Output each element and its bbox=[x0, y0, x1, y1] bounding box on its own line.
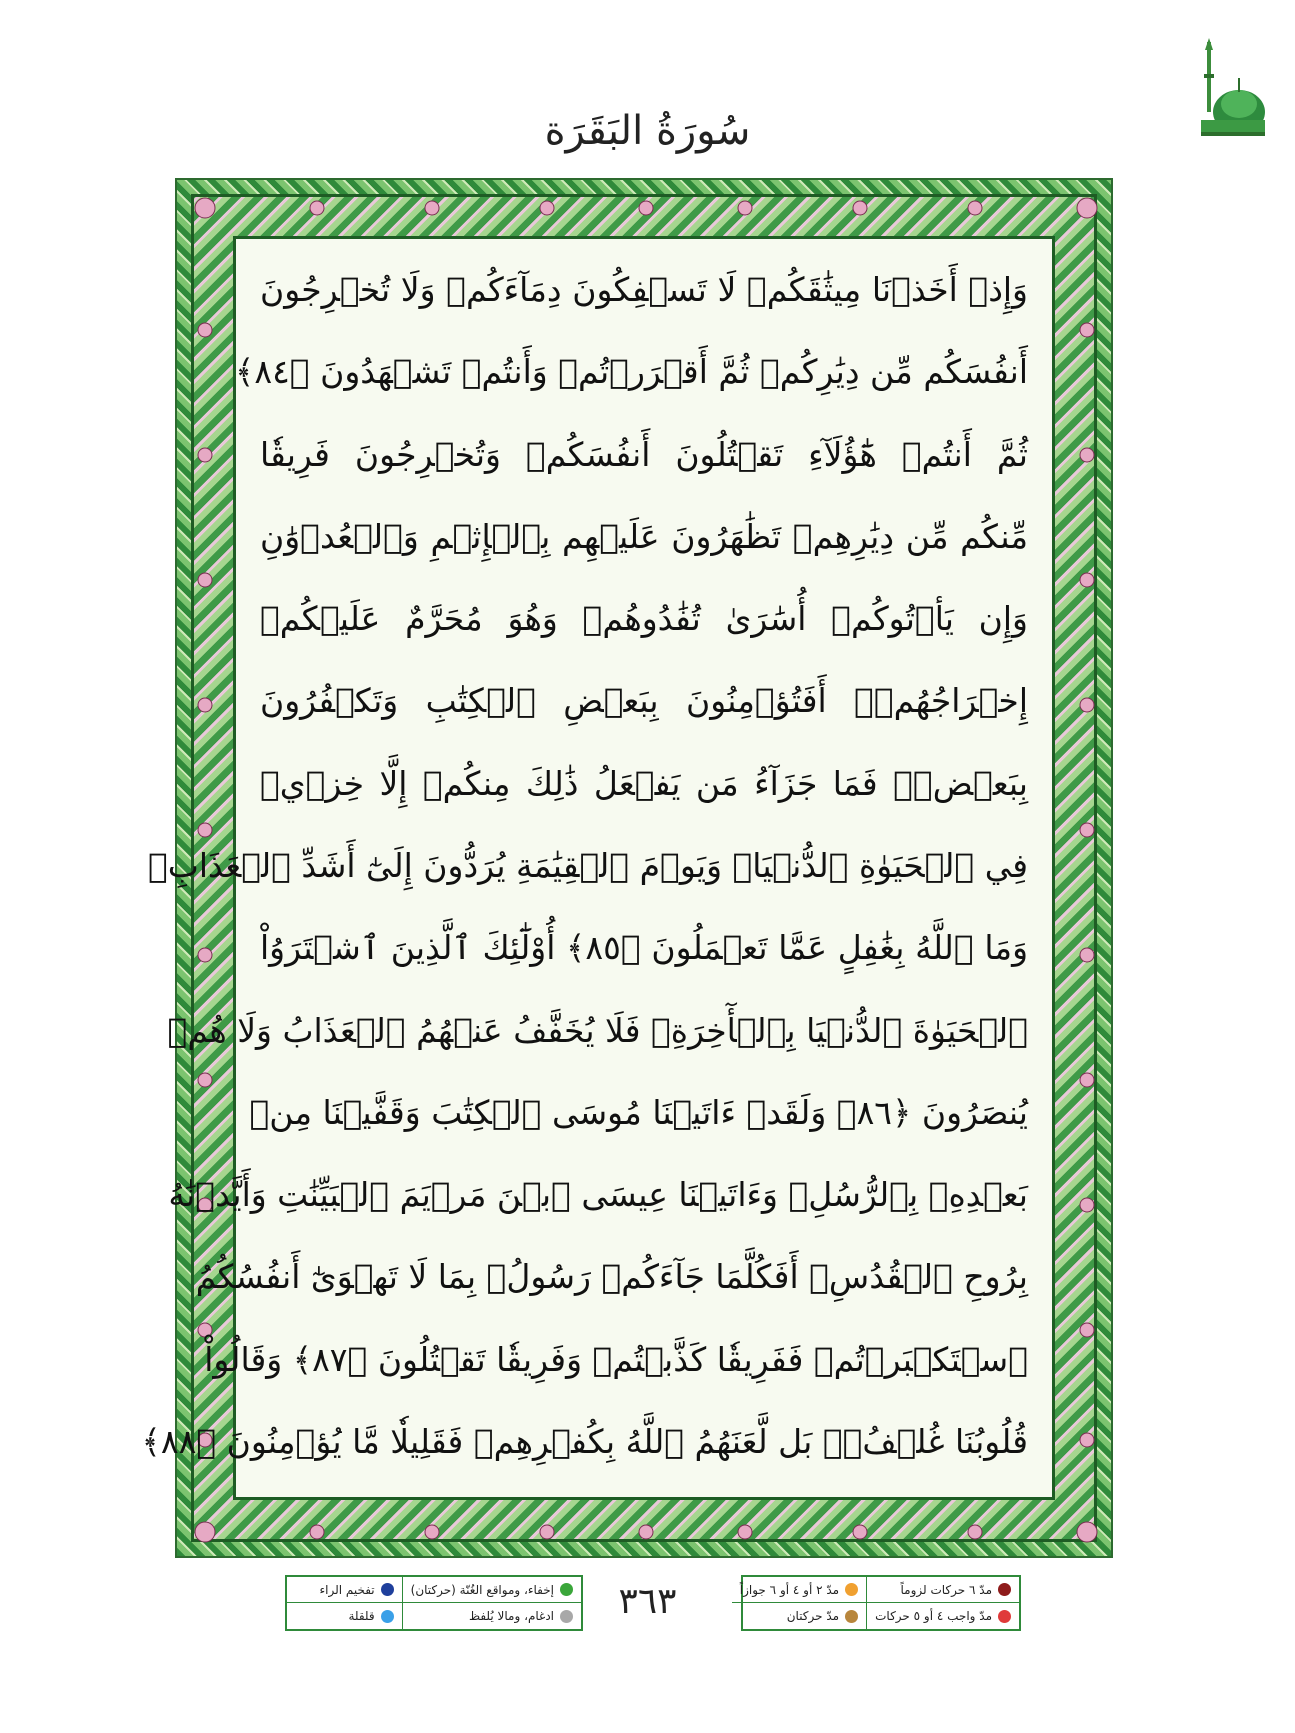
verse-line-13: بِرُوحِ ٱلۡقُدُسِۗ أَفَكُلَّمَا جَآءَكُمۡ رَسُولُۢ بِمَا لَا تَهۡوَىٰٓ أَنفُسُكُمُ bbox=[195, 1257, 1028, 1297]
verse-line-14: ٱسۡتَكۡبَرۡتُمۡ فَفَرِيقٗا كَذَّبۡتُمۡ وَفَرِيقٗا تَقۡتُلُونَ ﴿٨٧﴾ وَقَالُواْ bbox=[204, 1339, 1028, 1379]
verse-line-9: وَمَا ٱللَّهُ بِغَٰفِلٍ عَمَّا تَعۡمَلُونَ ﴿٨٥﴾ أُوْلَٰٓئِكَ ٱلَّذِينَ ٱشۡتَرَوُاْ bbox=[260, 928, 1029, 968]
legend-item: مدّ ٦ حركات لزوماً bbox=[866, 1577, 1019, 1603]
verse-line-1: وَإِذۡ أَخَذۡنَا مِيثَٰقَكُمۡ لَا تَسۡفِكُونَ دِمَآءَكُمۡ وَلَا تُخۡرِجُونَ bbox=[260, 270, 1028, 309]
legend-item: تفخيم الراء bbox=[287, 1577, 402, 1603]
verse-line-12: بَعۡدِهِۦ بِٱلرُّسُلِۖ وَءَاتَيۡنَا عِيسَى ٱبۡنَ مَرۡيَمَ ٱلۡبَيِّنَٰتِ وَأَيَّدۡنَٰهُ bbox=[168, 1175, 1028, 1215]
page-footer bbox=[0, 1575, 1295, 1635]
verse-line-5: وَإِن يَأۡتُوكُمۡ أُسَٰرَىٰ تُفَٰدُوهُمۡ وَهُوَ مُحَرَّمٌ عَلَيۡكُمۡ bbox=[260, 599, 1028, 639]
verse-line-10: ٱلۡحَيَوٰةَ ٱلدُّنۡيَا بِٱلۡأٓخِرَةِۖ فَلَا يُخَفَّفُ عَنۡهُمُ ٱلۡعَذَابُ وَلَا هُمۡ bbox=[167, 1010, 1028, 1050]
green-dot-icon bbox=[560, 1583, 573, 1596]
legend-item: إخفاء، ومواقع الغُنّة (حركتان) bbox=[402, 1577, 581, 1603]
legend-item: مدّ واجب ٤ أو ٥ حركات bbox=[866, 1603, 1019, 1629]
verse-lines bbox=[141, 257, 1029, 1479]
tajweed-legend-ghunna bbox=[285, 1575, 583, 1631]
surah-title: سُورَةُ البَقَرَة bbox=[544, 108, 751, 154]
verse-line-11: يُنصَرُونَ ﴿٨٦﴾ وَلَقَدۡ ءَاتَيۡنَا مُوسَى ٱلۡكِتَٰبَ وَقَفَّيۡنَا مِنۢ bbox=[249, 1092, 1028, 1132]
legend-item: مدّ ٢ أو ٤ أو ٦ جوازاً bbox=[732, 1577, 866, 1603]
verse-line-3: ثُمَّ أَنتُمۡ هَٰٓؤُلَآءِ تَقۡتُلُونَ أَنفُسَكُمۡ وَتُخۡرِجُونَ فَرِيقٗا bbox=[260, 434, 1028, 474]
verse-line-7: بِبَعۡضٖۚ فَمَا جَزَآءُ مَن يَفۡعَلُ ذَٰلِكَ مِنكُمۡ إِلَّا خِزۡيٞ bbox=[260, 763, 1028, 803]
text-panel bbox=[141, 236, 1055, 1500]
mosque-dome-icon bbox=[1193, 34, 1269, 142]
page-frame bbox=[141, 178, 1113, 1558]
blue-dot-icon bbox=[381, 1610, 394, 1623]
legend-item: قلقلة bbox=[287, 1603, 402, 1629]
page-number: ٣٦٣ bbox=[618, 1581, 677, 1622]
verse-line-8: فِي ٱلۡحَيَوٰةِ ٱلدُّنۡيَاۖ وَيَوۡمَ ٱلۡقِيَٰمَةِ يُرَدُّونَ إِلَىٰٓ أَشَدِّ ٱلۡعَذَابِۗ bbox=[148, 845, 1028, 885]
verse-line-6: إِخۡرَاجُهُمۡۚ أَفَتُؤۡمِنُونَ بِبَعۡضِ ٱلۡكِتَٰبِ وَتَكۡفُرُونَ bbox=[260, 681, 1028, 721]
verse-line-15: قُلُوبُنَا غُلۡفُۢۚ بَل لَّعَنَهُمُ ٱللَّهُ بِكُفۡرِهِمۡ فَقَلِيلٗا مَّا يُؤۡمِنُونَ ﴿٨٨﴾ bbox=[141, 1421, 1028, 1461]
gray-dot-icon bbox=[560, 1610, 573, 1623]
legend-item: مدّ حركتان bbox=[732, 1603, 866, 1629]
verse-line-4: مِّنكُم مِّن دِيَٰرِهِمۡ تَظَٰهَرُونَ عَلَيۡهِم بِٱلۡإِثۡمِ وَٱلۡعُدۡوَٰنِ bbox=[260, 516, 1028, 556]
legend-item: ادغام، ومالا يُلفظ bbox=[402, 1603, 581, 1629]
verse-line-2: أَنفُسَكُم مِّن دِيَٰرِكُمۡ ثُمَّ أَقۡرَرۡتُمۡ وَأَنتُمۡ تَشۡهَدُونَ ﴿٨٤﴾ bbox=[235, 352, 1028, 392]
navy-dot-icon bbox=[381, 1583, 394, 1596]
